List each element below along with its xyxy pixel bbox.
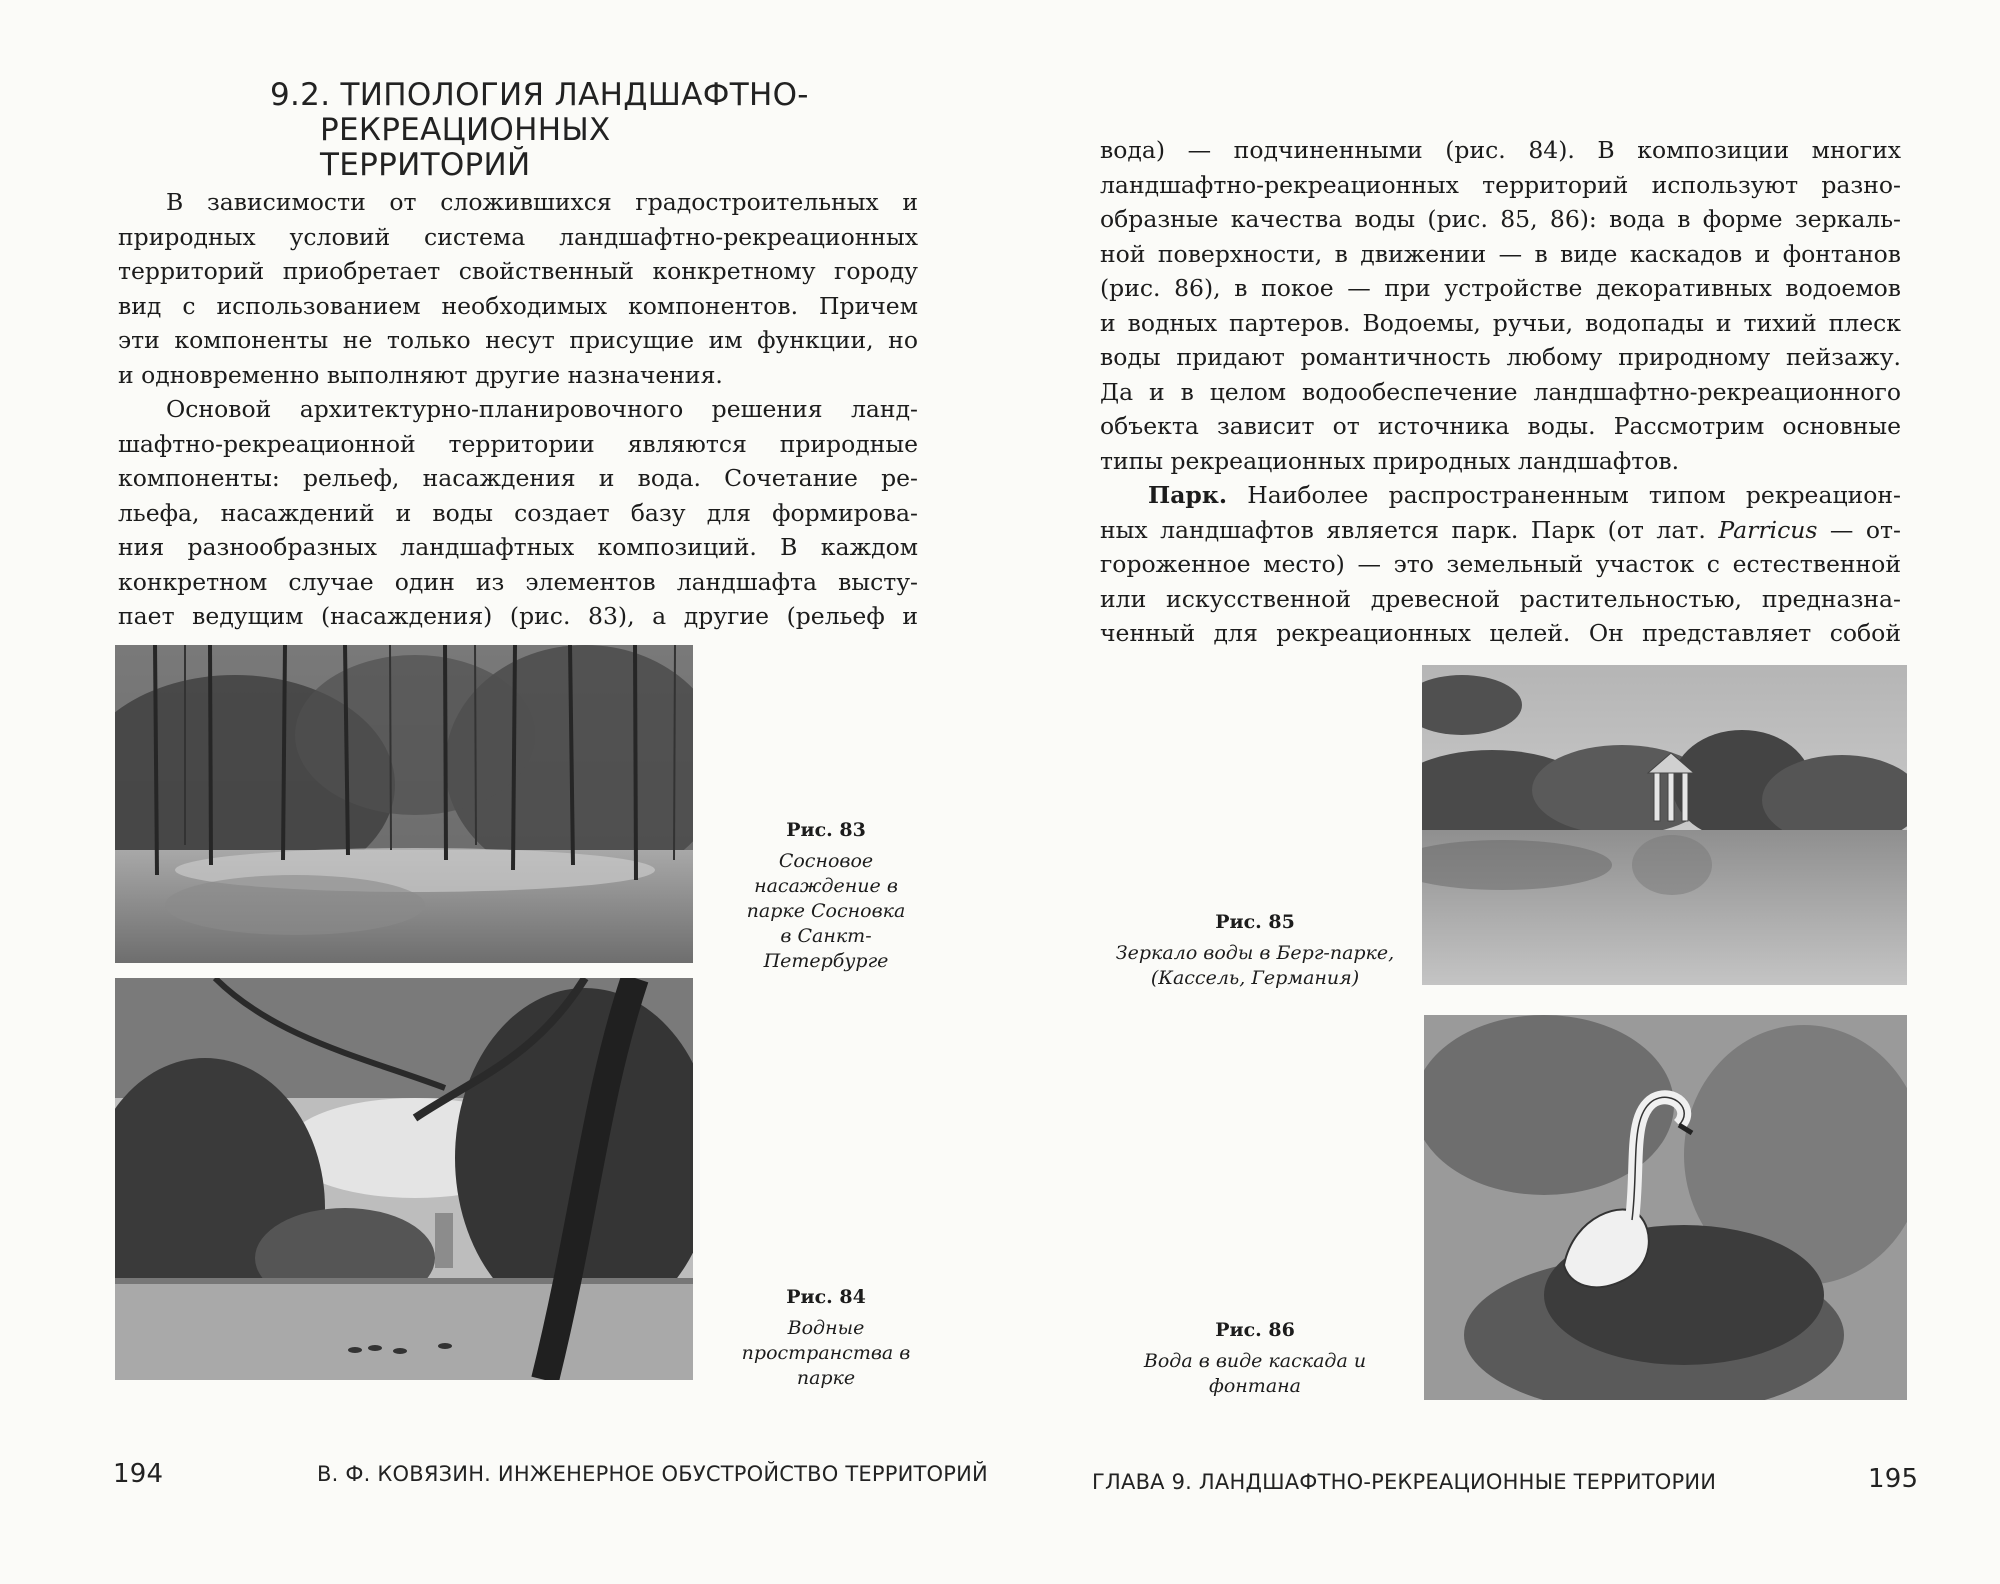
figure-85-number: Рис. 85 [1215,911,1295,933]
text-line: воды придают романтичность любому природному пейзажу. [1100,343,1901,371]
figure-83-caption [716,818,936,974]
figure-86-caption-line: Вода в виде каскада и [1143,1350,1367,1372]
right-page [1000,0,2000,1584]
text-line: природных условий система ландшафтно-рекреационных [118,222,918,251]
page-number: 195 [1868,1464,1919,1494]
figure-86-photo [1424,1015,1907,1400]
text-line: ной поверхности, в движении — в виде каскадов и фонтанов [1100,239,1901,268]
text-line: компоненты: рельеф, насаждения и вода. Сочетание ре- [118,464,918,492]
text-line: образные качества воды (рис. 85, 86): вода в форме зеркаль- [1100,205,1901,233]
figure-86-caption [1100,1318,1410,1399]
text-line: Да и в целом водообеспечение ландшафтно-рекреационного [1100,377,1901,406]
figure-84-caption-line: пространства в [741,1342,911,1364]
text-line: ченный для рекреационных целей. Он представляет собой [1100,619,1901,647]
figure-84-number: Рис. 84 [786,1286,866,1308]
left-paragraph-1 [118,185,918,392]
text-line: ландшафтно-рекреационных территорий используют разно- [1100,170,1901,199]
figure-83-caption-line: насаждение в [754,875,898,897]
figure-83-number: Рис. 83 [786,819,866,841]
text-line: Основой архитектурно-планировочного решения ланд- [166,395,918,423]
section-heading-line2: РЕКРЕАЦИОННЫХ ТЕРРИТОРИЙ [320,112,611,183]
text-span: ных ландшафтов является парк. Парк (от лат. [1100,515,1719,544]
left-paragraph-2 [118,392,918,634]
section-heading-line1: 9.2. ТИПОЛОГИЯ ЛАНДШАФТНО- [270,77,809,113]
text-span: Наиболее распространенным типом рекреацион- [1227,481,1901,509]
text-line: эти компоненты не только несут присущие им функции, но [118,326,918,354]
figure-85-caption [1100,910,1410,991]
text-line: и водных партеров. Водоемы, ручьи, водопады и тихий плеск [1100,308,1901,337]
running-footer: В. Ф. КОВЯЗИН. ИНЖЕНЕРНОЕ ОБУСТРОЙСТВО ТЕРРИТОРИЙ [317,1462,988,1486]
figure-83-caption-line: парке Сосновка [746,900,906,922]
right-paragraph-2 [1100,478,1901,651]
text-line: территорий приобретает свойственный конкретному городу [118,257,918,285]
text-line: шафтно-рекреационной территории являются природные [118,429,918,458]
text-line: В зависимости от сложившихся градостроительных и [166,188,918,216]
figure-84-caption-line: парке [796,1367,856,1389]
figure-83-caption-line: в Санкт- [780,925,872,947]
text-line: типы рекреационных природных ландшафтов. [1100,446,1680,475]
figure-84-photo [115,978,693,1380]
text-line: гороженное место) — это земельный участок с естественной [1100,550,1901,578]
figure-86-number: Рис. 86 [1215,1319,1295,1341]
text-line: или искусственной древесной растительностью, предназна- [1100,584,1901,613]
term-park: Парк. [1148,481,1228,509]
text-span: — от- [1817,515,1901,544]
text-line: льефа, насаждений и воды создает базу для формирова- [118,498,918,527]
text-line: конкретном случае один из элементов ландшафта высту- [118,567,918,596]
text-line: ния разнообразных ландшафтных композиций. В каждом [118,533,918,561]
text-line [1100,513,1901,548]
figure-85-caption-line: (Кассель, Германия) [1150,967,1360,989]
latin-term: Parricus [1718,515,1818,544]
figure-83-caption-line: Сосновое [778,850,874,872]
text-line: и одновременно выполняют другие назначения. [118,360,723,389]
text-line: (рис. 86), в покое — при устройстве декоративных водоемов [1100,274,1901,302]
figure-84-caption [716,1285,936,1391]
right-paragraph-1 [1100,133,1901,478]
text-line: объекта зависит от источника воды. Рассмотрим основные [1100,412,1901,440]
section-heading [270,78,830,183]
figure-85-photo [1422,665,1907,985]
text-line: вид с использованием необходимых компонентов. Причем [118,291,918,320]
figure-83-photo [115,645,693,963]
running-footer: ГЛАВА 9. ЛАНДШАФТНО-РЕКРЕАЦИОННЫЕ ТЕРРИТОРИИ [1092,1470,1717,1494]
figure-84-caption-line: Водные [787,1317,865,1339]
text-line: пает ведущим (насаждения) (рис. 83), а другие (рельеф и [118,602,918,630]
figure-85-caption-line: Зеркало воды в Берг-парке, [1115,942,1395,964]
figure-86-caption-line: фонтана [1208,1375,1301,1397]
page-number: 194 [113,1459,164,1489]
text-line: вода) — подчиненными (рис. 84). В композиции многих [1100,136,1901,164]
figure-83-caption-line: Петербурге [763,950,889,972]
text-line [1100,478,1901,513]
